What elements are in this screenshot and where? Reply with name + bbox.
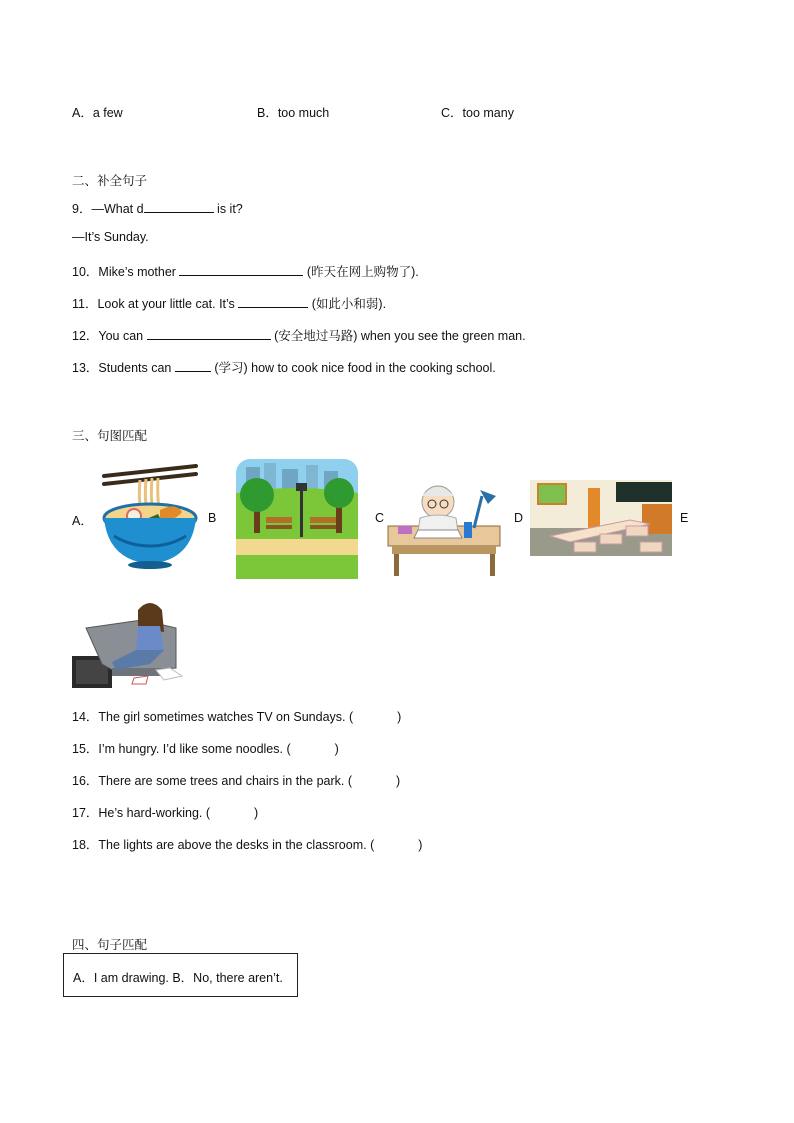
answer-blank[interactable] bbox=[175, 360, 211, 372]
question-13: 13．Students can (学习) how to cook nice food in the cooking school. bbox=[72, 361, 496, 375]
picture-label-e: E bbox=[680, 511, 689, 525]
question-11: 11．Look at your little cat. It’s (如此小和弱). bbox=[72, 297, 387, 311]
classroom-image bbox=[530, 480, 672, 556]
question-9-answer: —It’s Sunday. bbox=[72, 230, 149, 244]
question-10: 10．Mike’s mother (昨天在网上购物了). bbox=[72, 265, 419, 279]
park-image bbox=[236, 459, 358, 579]
option-a: A．a few bbox=[72, 106, 123, 120]
noodles-image bbox=[100, 462, 200, 570]
section-4-heading: 四、句子匹配 bbox=[72, 938, 148, 952]
girl-watching-tv-image bbox=[72, 598, 188, 690]
picture-label-d: D bbox=[514, 511, 524, 525]
question-15: 15．I’m hungry. I’d like some noodles. ( ) bbox=[72, 742, 339, 756]
question-9: 9．—What d is it? bbox=[72, 202, 243, 216]
question-14: 14．The girl sometimes watches TV on Sundays. ( ) bbox=[72, 710, 402, 724]
answer-blank[interactable] bbox=[147, 328, 271, 340]
picture-label-c: C bbox=[375, 511, 385, 525]
option-b: B．too much bbox=[257, 106, 330, 120]
question-16: 16．There are some trees and chairs in the park. ( ) bbox=[72, 774, 401, 788]
option-c: C．too many bbox=[441, 106, 514, 120]
sentence-box bbox=[63, 953, 298, 997]
section-2-heading: 二、补全句子 bbox=[72, 174, 148, 188]
question-18: 18．The lights are above the desks in the classroom. ( ) bbox=[72, 838, 423, 852]
question-17: 17．He’s hard-working. ( ) bbox=[72, 806, 259, 820]
answer-blank[interactable] bbox=[238, 296, 308, 308]
picture-label-a: A． bbox=[72, 514, 93, 528]
section-3-heading: 三、句图匹配 bbox=[72, 429, 148, 443]
question-12: 12．You can (安全地过马路) when you see the green man. bbox=[72, 329, 526, 343]
picture-label-b: B bbox=[208, 511, 217, 525]
answer-blank[interactable] bbox=[179, 264, 303, 276]
sentence-box-text: A．I am drawing. B．No, there aren’t. bbox=[73, 971, 283, 985]
answer-blank[interactable] bbox=[144, 201, 214, 213]
hard-working-man-image bbox=[384, 456, 508, 580]
